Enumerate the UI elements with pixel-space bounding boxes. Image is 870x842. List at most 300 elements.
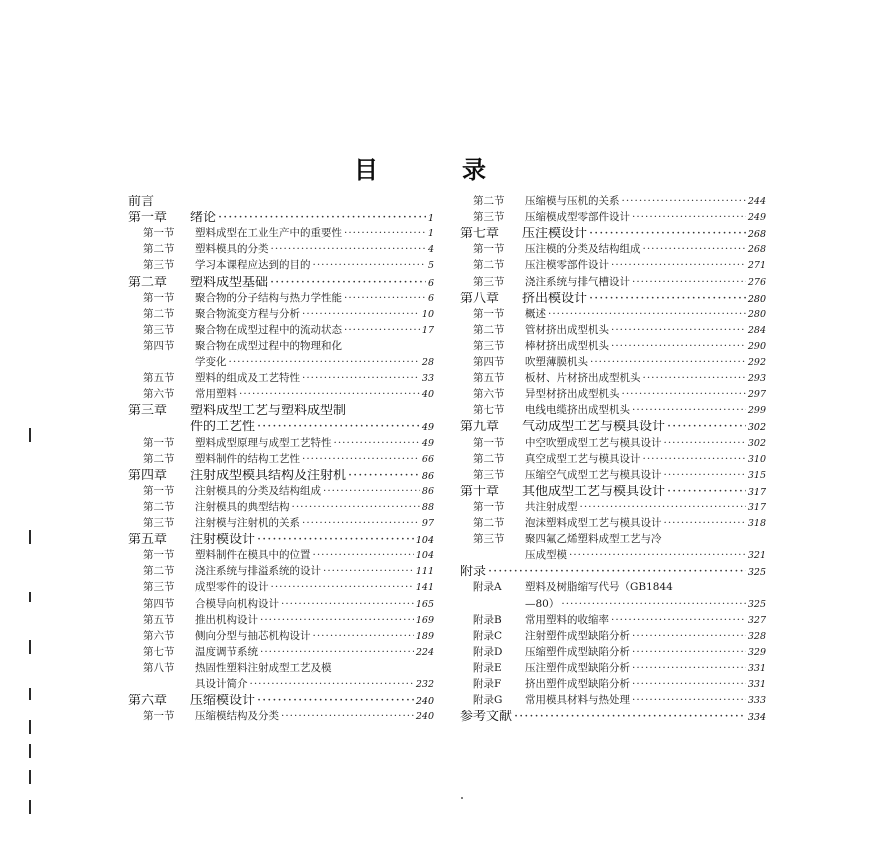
- toc-entry-number: 第二节: [473, 195, 505, 207]
- dot-leader: [334, 437, 420, 450]
- toc-page-number: 6: [427, 292, 434, 304]
- toc-page-number: 302: [747, 437, 766, 449]
- toc-page-number: 321: [747, 550, 766, 562]
- toc-entry-number: 第三节: [143, 323, 175, 336]
- toc-entry-title: 注射模具的分类及结构组成: [195, 484, 321, 497]
- toc-section-entry[interactable]: [473, 694, 766, 707]
- dot-leader: [664, 437, 746, 450]
- scan-margin-mark: [29, 720, 31, 734]
- toc-section-entry[interactable]: [473, 195, 766, 208]
- toc-entry-title: 塑料制件的结构工艺性: [195, 452, 300, 465]
- toc-entry-number: 附录A: [473, 581, 502, 594]
- toc-section-entry[interactable]: [473, 340, 766, 353]
- toc-page-number: 165: [415, 598, 434, 610]
- dot-leader: [632, 211, 746, 224]
- toc-entry-title: 塑料模具的分类: [195, 243, 269, 256]
- toc-entry-number: 第一节: [473, 243, 505, 256]
- toc-section-entry[interactable]: [143, 517, 434, 530]
- toc-entry-number: 第三节: [143, 259, 175, 272]
- toc-entry-title: 件的工艺性: [190, 420, 256, 435]
- toc-entry-title: 电线电缆挤出成型机头: [525, 404, 630, 417]
- dot-leader: [667, 485, 746, 498]
- toc-entry-number: 第四节: [143, 339, 175, 352]
- toc-entry-number: 第十章: [460, 484, 500, 499]
- toc-chapter-entry[interactable]: [460, 710, 766, 724]
- toc-entry-title: 注射模与注射机的关系: [195, 517, 300, 529]
- dot-leader: [250, 678, 414, 691]
- toc-entry-title: 浇注系统与排气槽设计: [525, 275, 630, 288]
- dot-leader: [344, 292, 426, 305]
- toc-entry-number: 第一节: [143, 549, 175, 562]
- dot-leader: [260, 646, 414, 659]
- dot-leader: [611, 259, 746, 272]
- toc-entry-number: 第二节: [143, 243, 175, 256]
- toc-entry-number: 第四节: [473, 356, 505, 368]
- toc-section-entry[interactable]: [473, 276, 766, 289]
- dot-leader: [632, 630, 746, 643]
- toc-page-number: 240: [415, 696, 434, 708]
- toc-page-number: 4: [427, 244, 434, 256]
- toc-entry-number: 第七章: [460, 227, 500, 242]
- toc-section-entry[interactable]: [143, 630, 434, 643]
- toc-entry-title: 聚合物的分子结构与热力学性能: [195, 291, 342, 304]
- dot-leader: [589, 292, 746, 305]
- toc-entry-number: 第二章: [128, 275, 168, 290]
- toc-entry-title: 注射模设计: [190, 533, 256, 548]
- toc-entry-number: 第二节: [473, 259, 505, 272]
- toc-page-number: 249: [747, 212, 766, 224]
- toc-entry-number: 第一节: [473, 436, 505, 449]
- toc-entry-number: 第二节: [473, 452, 505, 465]
- toc-page-number: 240: [415, 711, 434, 723]
- dot-leader: [667, 420, 746, 433]
- scan-margin-mark: [29, 744, 31, 758]
- dot-leader: [664, 469, 746, 482]
- toc-entry-title: 真空成型工艺与模具设计: [525, 452, 641, 465]
- dot-leader: [302, 517, 420, 530]
- toc-chapter-entry[interactable]: [128, 469, 434, 483]
- toc-section-entry[interactable]: [143, 678, 434, 691]
- toc-section-entry[interactable]: [473, 517, 766, 530]
- toc-entry-number: 第三节: [143, 581, 175, 594]
- dot-leader: [260, 614, 414, 627]
- dot-leader: [514, 710, 746, 723]
- toc-page-number: 284: [747, 324, 766, 336]
- dot-leader: [281, 710, 414, 723]
- toc-page-number: 317: [747, 486, 766, 498]
- dot-leader: [643, 243, 746, 256]
- toc-page-number: 5: [427, 260, 434, 272]
- page-title: 目 录: [354, 156, 516, 184]
- toc-section-entry[interactable]: [473, 308, 766, 321]
- toc-section-entry[interactable]: [473, 243, 766, 256]
- dot-leader: [257, 420, 420, 433]
- toc-section-entry[interactable]: [473, 437, 766, 450]
- toc-section-entry[interactable]: [473, 598, 766, 611]
- toc-entry-number: 第一节: [473, 500, 505, 513]
- toc-page-number: 6: [427, 277, 434, 289]
- toc-page-number: 66: [421, 453, 434, 465]
- toc-section-entry[interactable]: [143, 292, 434, 305]
- toc-entry-title: 具设计简介: [195, 678, 248, 690]
- toc-chapter-entry[interactable]: [128, 211, 434, 225]
- toc-page-number: 325: [747, 598, 766, 610]
- toc-entry-number: 参考文献: [460, 710, 513, 725]
- toc-entry-title: 异型材挤出成型机头: [525, 388, 620, 401]
- toc-page-number: 28: [421, 357, 434, 368]
- toc-section-entry[interactable]: [143, 388, 434, 401]
- toc-entry-number: 第三节: [473, 275, 505, 288]
- toc-section-entry[interactable]: [143, 662, 434, 675]
- toc-page-number: 280: [747, 308, 766, 320]
- toc-entry-number: 第一节: [143, 484, 175, 497]
- toc-entry-title: 学习本课程应达到的目的: [195, 259, 311, 272]
- toc-entry-title: 概述: [525, 307, 546, 320]
- toc-entry-number: 第一节: [143, 291, 175, 304]
- dot-leader: [569, 549, 746, 562]
- toc-section-entry[interactable]: [143, 453, 434, 466]
- toc-page-number: 88: [421, 501, 434, 513]
- toc-page-number: 318: [747, 518, 766, 529]
- toc-entry-number: 附录: [460, 565, 487, 580]
- toc-entry-title: 压成型模: [525, 549, 567, 562]
- dot-leader: [632, 678, 746, 691]
- toc-chapter-entry[interactable]: [128, 533, 434, 547]
- toc-section-entry[interactable]: [473, 614, 766, 627]
- dot-leader: [622, 388, 746, 401]
- toc-entry-number: 第三节: [143, 517, 175, 529]
- toc-page-number: 1: [427, 213, 434, 225]
- scan-margin-mark: [29, 530, 31, 544]
- dot-leader: [257, 694, 414, 707]
- toc-page-number: 104: [415, 535, 434, 547]
- dot-leader: [218, 211, 426, 224]
- toc-page-number: 302: [747, 422, 766, 434]
- toc-section-entry[interactable]: [473, 211, 766, 224]
- toc-entry-title: 压缩空气成型工艺与模具设计: [525, 468, 662, 481]
- toc-entry-title: 聚合物在成型过程中的流动状态: [195, 323, 342, 336]
- dot-leader: [348, 469, 420, 482]
- toc-chapter-entry[interactable]: [128, 420, 434, 434]
- toc-page-number: 325: [747, 567, 766, 579]
- toc-entry-title: 聚合物流变方程与分析: [195, 307, 300, 320]
- toc-entry-title: 压缩模设计: [190, 694, 256, 709]
- toc-page-number: 1: [427, 228, 434, 240]
- scan-speck: [461, 797, 463, 799]
- toc-entry-number: 第三章: [128, 404, 168, 418]
- toc-section-entry[interactable]: [143, 710, 434, 723]
- toc-entry-number: 第一节: [473, 307, 505, 320]
- toc-entry-title: 塑料制件在模具中的位置: [195, 549, 311, 562]
- toc-section-entry[interactable]: [473, 469, 766, 482]
- toc-page-number: 224: [415, 646, 434, 658]
- toc-page-number: 86: [421, 470, 434, 482]
- toc-page-number: 49: [421, 437, 434, 449]
- toc-entry-number: 第五节: [143, 372, 175, 385]
- toc-page-number: 290: [747, 340, 766, 352]
- toc-page-number: 141: [415, 582, 434, 594]
- toc-section-entry[interactable]: [143, 437, 434, 450]
- toc-entry-title: 学变化: [195, 356, 227, 368]
- toc-entry-number: 第五章: [128, 533, 168, 548]
- dot-leader: [281, 598, 414, 611]
- toc-entry-title: 吹塑薄膜机头: [525, 356, 588, 368]
- toc-entry-number: 第二节: [143, 307, 175, 320]
- toc-section-entry[interactable]: [143, 243, 434, 256]
- toc-page-number: 331: [747, 662, 766, 674]
- toc-page-number: 333: [747, 695, 766, 707]
- toc-page-number: 244: [747, 196, 766, 207]
- toc-page-number: 49: [421, 422, 434, 434]
- dot-leader: [643, 372, 746, 385]
- dot-leader: [313, 259, 426, 272]
- toc-entry-number: 前言: [128, 195, 155, 208]
- toc-entry-title: 注射成型模具结构及注射机: [190, 468, 347, 483]
- scan-margin-mark: [29, 428, 31, 442]
- toc-section-entry[interactable]: [473, 324, 766, 337]
- dot-leader: [632, 694, 746, 707]
- toc-entry-number: 第一章: [128, 211, 168, 226]
- toc-entry-title: 压缩模成型零部件设计: [525, 211, 630, 224]
- toc-section-entry[interactable]: [473, 259, 766, 272]
- toc-entry-title: 压缩塑件成型缺陷分析: [525, 645, 630, 658]
- toc-entry-number: 附录D: [473, 645, 503, 658]
- toc-entry-number: 第三节: [473, 533, 505, 546]
- toc-entry-title: 泡沫塑料成型工艺与模具设计: [525, 517, 662, 529]
- dot-leader: [643, 453, 746, 466]
- dot-leader: [313, 549, 414, 562]
- toc-entry-title: 成型零件的设计: [195, 581, 269, 594]
- dot-leader: [344, 227, 426, 240]
- toc-section-entry[interactable]: [143, 646, 434, 659]
- toc-page-number: 111: [415, 566, 434, 578]
- toc-page-number: 169: [415, 614, 434, 626]
- toc-entry-title: 压注塑件成型缺陷分析: [525, 661, 630, 674]
- toc-page-number: 328: [747, 630, 766, 642]
- toc-entry-number: 第二节: [473, 323, 505, 336]
- toc-entry-number: 第一节: [143, 227, 175, 240]
- toc-section-entry[interactable]: [143, 501, 434, 514]
- toc-entry-number: 第七节: [143, 645, 175, 658]
- toc-page-number: 104: [415, 550, 434, 562]
- dot-leader: [323, 485, 420, 498]
- toc-entry-title: 绪论: [190, 211, 217, 226]
- toc-section-entry[interactable]: [143, 372, 434, 385]
- dot-leader: [611, 340, 746, 353]
- toc-entry-title: 浇注系统与排溢系统的设计: [195, 565, 321, 578]
- toc-entry-number: 第八章: [460, 291, 500, 306]
- toc-entry-title: 挤出塑件成型缺陷分析: [525, 678, 630, 690]
- toc-section-entry[interactable]: [473, 372, 766, 385]
- toc-page-number: 271: [747, 260, 766, 272]
- toc-section-entry[interactable]: [143, 324, 434, 337]
- toc-entry-title: 压缩模与压机的关系: [525, 195, 620, 207]
- toc-page-number: 334: [747, 712, 766, 724]
- toc-entry-title: 推出机构设计: [195, 613, 258, 626]
- toc-entry-title: 塑料的组成及工艺特性: [195, 372, 300, 385]
- toc-chapter-entry[interactable]: [460, 565, 766, 579]
- toc-entry-title: 常用模具材料与热处理: [525, 694, 630, 707]
- toc-section-entry[interactable]: [143, 356, 434, 369]
- dot-leader: [488, 565, 746, 578]
- toc-section-entry[interactable]: [473, 662, 766, 675]
- toc-entry-number: 第五节: [473, 372, 505, 385]
- toc-entry-title: 注射模具的典型结构: [195, 500, 290, 513]
- toc-section-entry[interactable]: [473, 581, 766, 594]
- toc-entry-number: 第二节: [143, 565, 175, 578]
- toc-entry-number: 附录C: [473, 629, 503, 642]
- dot-leader: [302, 308, 420, 321]
- toc-chapter-entry[interactable]: [460, 485, 766, 499]
- toc-entry-title: 注射塑件成型缺陷分析: [525, 629, 630, 642]
- toc-page-number: 33: [421, 373, 434, 385]
- dot-leader: [632, 404, 746, 417]
- toc-entry-title: 压注模的分类及结构组成: [525, 243, 641, 256]
- toc-entry-number: 第九章: [460, 420, 500, 435]
- toc-page-number: 329: [747, 646, 766, 658]
- toc-entry-title: 聚合物在成型过程中的物理和化: [195, 339, 342, 352]
- toc-page-number: 310: [747, 453, 766, 465]
- toc-entry-title: 塑料成型在工业生产中的重要性: [195, 227, 342, 240]
- toc-section-entry[interactable]: [143, 565, 434, 578]
- toc-section-entry[interactable]: [143, 227, 434, 240]
- toc-page-number: 189: [415, 630, 434, 642]
- dot-leader: [664, 517, 746, 530]
- toc-chapter-entry[interactable]: [128, 195, 434, 208]
- toc-section-entry[interactable]: [143, 308, 434, 321]
- dot-leader: [589, 227, 746, 240]
- dot-leader: [229, 356, 420, 369]
- toc-chapter-entry[interactable]: [128, 276, 434, 290]
- toc-entry-number: 第三节: [473, 339, 505, 352]
- toc-entry-title: 聚四氟乙烯塑料成型工艺与冷: [525, 533, 662, 546]
- toc-entry-title: 棒材挤出成型机头: [525, 339, 609, 352]
- scan-margin-mark: [29, 770, 31, 784]
- toc-entry-title: 合模导向机构设计: [195, 597, 279, 610]
- toc-page-number: 17: [421, 324, 434, 336]
- toc-entry-title: 热固性塑料注射成型工艺及模: [195, 661, 332, 674]
- toc-entry-number: 第六章: [128, 694, 168, 709]
- toc-entry-number: 第四章: [128, 468, 168, 483]
- toc-entry-title: 挤出模设计: [522, 291, 588, 306]
- scan-margin-mark: [29, 688, 31, 700]
- toc-entry-number: 第一节: [143, 436, 175, 449]
- scan-margin-mark: [29, 640, 31, 654]
- dot-leader: [580, 501, 746, 514]
- toc-entry-number: 第二节: [143, 500, 175, 513]
- toc-entry-number: 第四节: [143, 597, 175, 610]
- toc-section-entry[interactable]: [143, 485, 434, 498]
- dot-leader: [622, 195, 746, 208]
- dot-leader: [561, 598, 745, 611]
- dot-leader: [271, 581, 414, 594]
- toc-entry-number: 附录B: [473, 613, 502, 626]
- toc-section-entry[interactable]: [473, 630, 766, 643]
- toc-page-number: 10: [421, 308, 434, 320]
- toc-entry-title: 其他成型工艺与模具设计: [522, 484, 666, 499]
- toc-section-entry[interactable]: [473, 549, 766, 562]
- toc-section-entry[interactable]: [473, 404, 766, 417]
- toc-entry-title: 侧向分型与抽芯机构设计: [195, 629, 311, 642]
- toc-section-entry[interactable]: [143, 598, 434, 611]
- toc-entry-title: 共注射成型: [525, 500, 578, 513]
- toc-section-entry[interactable]: [473, 453, 766, 466]
- dot-leader: [632, 276, 746, 289]
- toc-entry-title: 塑料成型基础: [190, 275, 269, 290]
- dot-leader: [611, 614, 746, 627]
- scan-margin-mark: [29, 592, 31, 602]
- toc-entry-title: 管材挤出成型机头: [525, 323, 609, 336]
- dot-leader: [239, 388, 420, 401]
- toc-entry-number: 附录E: [473, 661, 502, 674]
- scan-margin-mark: [29, 800, 31, 814]
- toc-chapter-entry[interactable]: [128, 404, 434, 417]
- toc-section-entry[interactable]: [143, 549, 434, 562]
- toc-section-entry[interactable]: [143, 581, 434, 594]
- dot-leader: [313, 630, 414, 643]
- toc-page-number: 297: [747, 389, 766, 401]
- toc-page-number: 232: [415, 679, 434, 690]
- toc-entry-number: 第三节: [473, 468, 505, 481]
- toc-section-entry[interactable]: [143, 259, 434, 272]
- toc-page-number: 40: [421, 389, 434, 401]
- toc-page-number: 268: [747, 244, 766, 256]
- toc-section-entry[interactable]: [143, 614, 434, 627]
- dot-leader: [344, 324, 420, 337]
- toc-page-number: 276: [747, 276, 766, 288]
- toc-entry-title: 塑料成型原理与成型工艺特性: [195, 436, 332, 449]
- toc-chapter-entry[interactable]: [460, 227, 766, 241]
- toc-entry-title: 板材、片材挤出成型机头: [525, 372, 641, 385]
- toc-page-number: 268: [747, 229, 766, 241]
- toc-entry-number: 第二节: [143, 452, 175, 465]
- toc-entry-number: 附录G: [473, 694, 503, 707]
- toc-section-entry[interactable]: [473, 533, 766, 546]
- toc-section-entry[interactable]: [473, 356, 766, 369]
- toc-chapter-entry[interactable]: [460, 292, 766, 306]
- dot-leader: [271, 243, 426, 256]
- toc-entry-title: —80）: [525, 597, 560, 610]
- toc-entry-title: 常用塑料: [195, 388, 237, 401]
- toc-entry-title: 塑料及树脂缩写代号（GB1844: [525, 581, 673, 594]
- dot-leader: [257, 533, 414, 546]
- toc-entry-number: 第一节: [143, 710, 175, 723]
- toc-page-number: 292: [747, 357, 766, 368]
- toc-section-entry[interactable]: [143, 340, 434, 353]
- dot-leader: [292, 501, 420, 514]
- toc-section-entry[interactable]: [473, 388, 766, 401]
- toc-entry-title: 压注模零部件设计: [525, 259, 609, 272]
- toc-entry-number: 第七节: [473, 404, 505, 417]
- toc-chapter-entry[interactable]: [460, 420, 766, 434]
- toc-entry-title: 塑料成型工艺与塑料成型制: [190, 404, 347, 418]
- toc-section-entry[interactable]: [473, 678, 766, 691]
- toc-page-number: 315: [747, 469, 766, 481]
- dot-leader: [302, 372, 420, 385]
- toc-entry-number: 第六节: [143, 388, 175, 401]
- dot-leader: [270, 276, 426, 289]
- toc-page-number: 299: [747, 405, 766, 417]
- dot-leader: [548, 308, 746, 321]
- toc-page-number: 97: [421, 518, 434, 529]
- toc-entry-title: 压注模设计: [522, 227, 588, 242]
- dot-leader: [632, 662, 746, 675]
- toc-section-entry[interactable]: [473, 646, 766, 659]
- toc-section-entry[interactable]: [473, 501, 766, 514]
- dot-leader: [590, 356, 746, 369]
- toc-chapter-entry[interactable]: [128, 694, 434, 708]
- dot-leader: [611, 324, 746, 337]
